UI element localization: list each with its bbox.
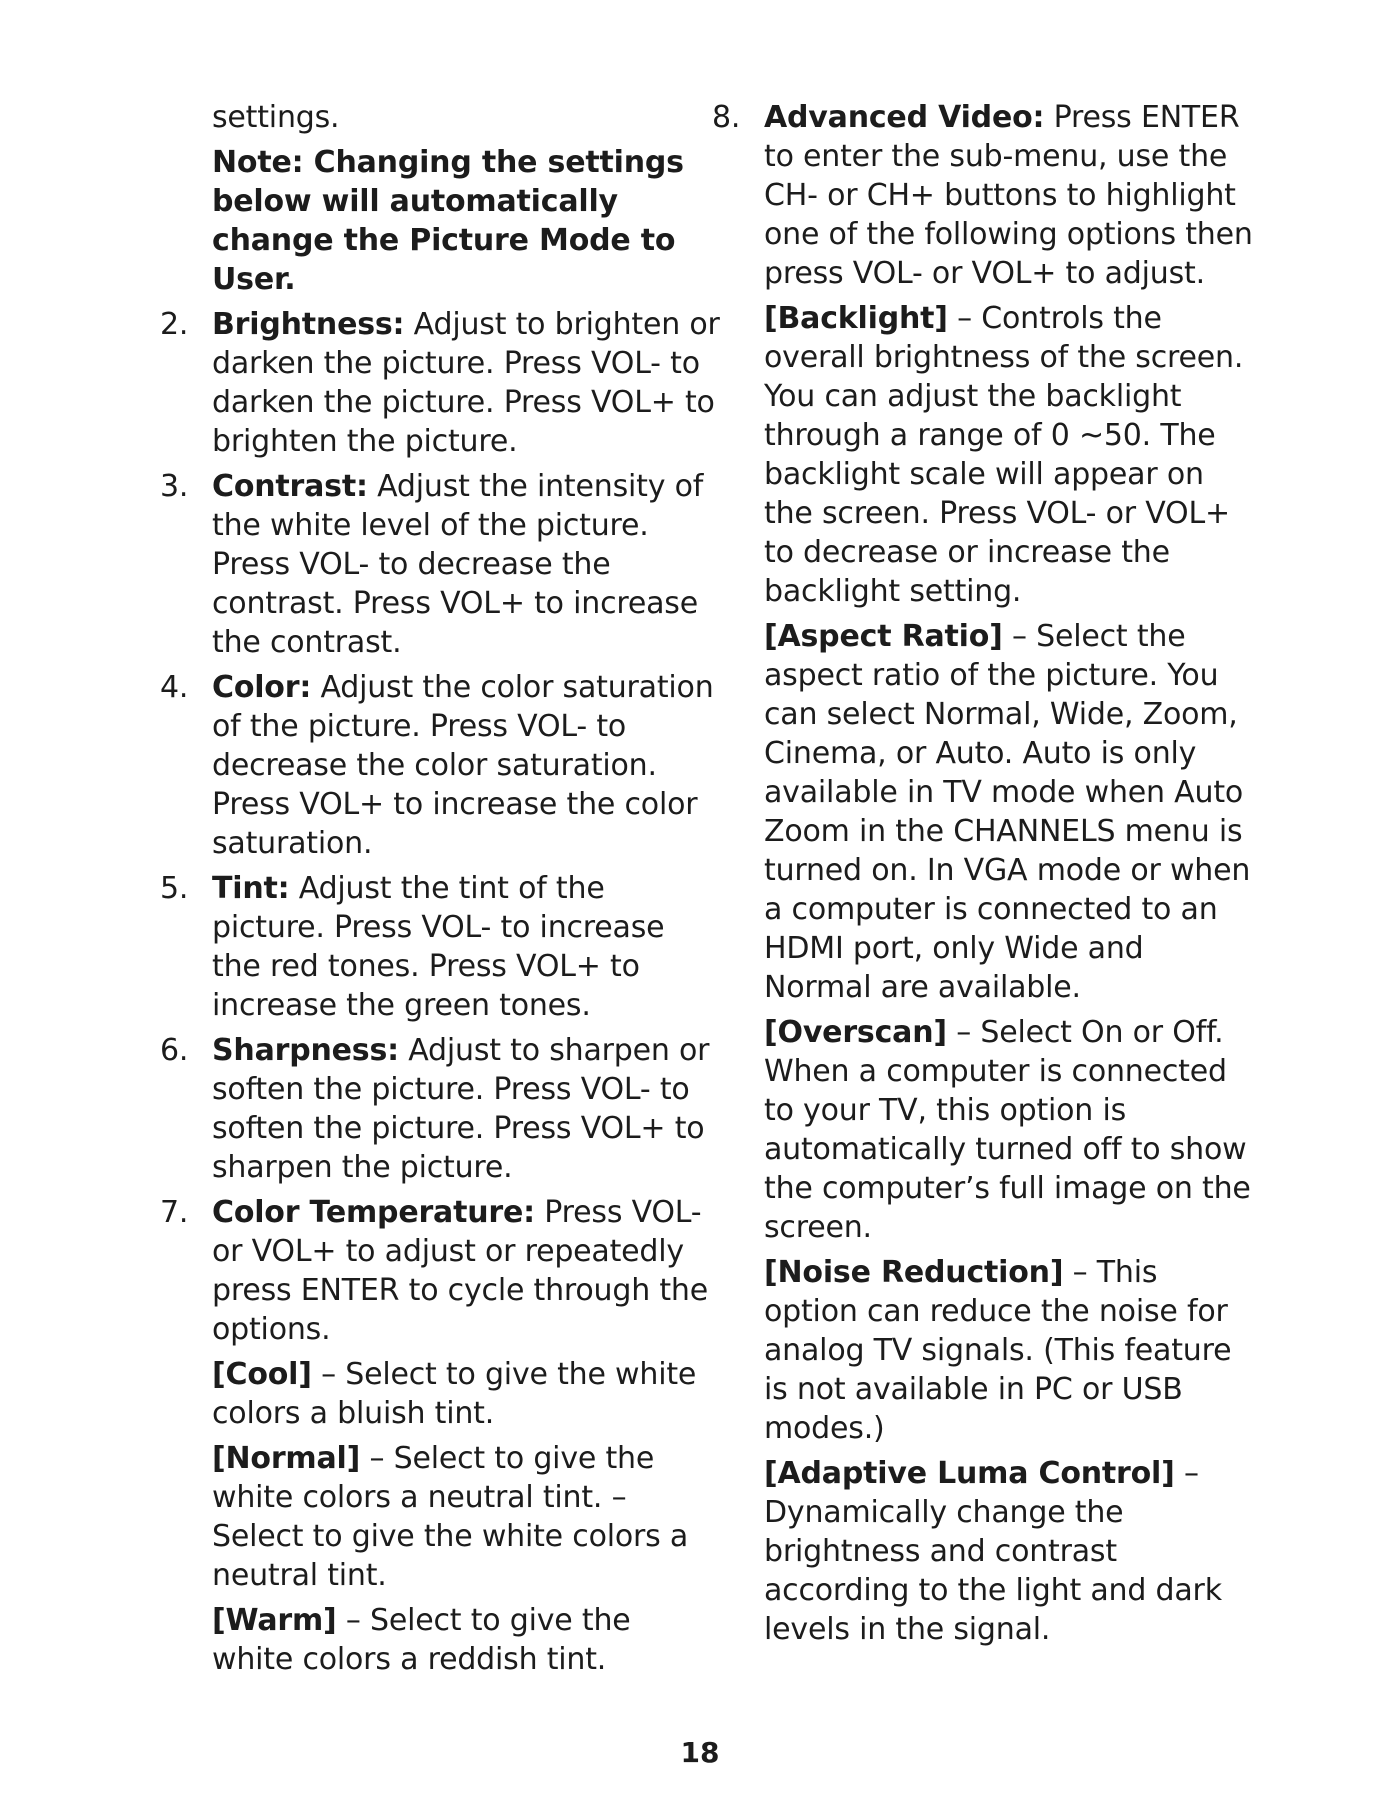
option-text: – Select to give the white colors a neutral tint. – Select to give the white colors a neutral tint.	[212, 1441, 689, 1593]
page-number: 18	[680, 1736, 720, 1769]
list-item	[160, 1031, 720, 1187]
list-item	[160, 467, 720, 662]
item-text: Adjust the color saturation of the picture. Press VOL- to decrease the color saturation. Press VOL+ to increase the color saturation.	[212, 670, 714, 861]
option-term: [Cool]	[212, 1357, 312, 1392]
item-text: Press ENTER to enter the sub-menu, use the CH- or CH+ buttons to highlight one of the following options then press VOL- or VOL+ to adjust.	[764, 100, 1253, 291]
item-number: 4.	[160, 670, 189, 705]
list-item	[712, 98, 1260, 293]
item-text: Adjust the tint of the picture. Press VOL- to increase the red tones. Press VOL+ to increase the green tones.	[212, 871, 665, 1023]
option-cool	[212, 1355, 720, 1433]
item-term: Sharpness:	[212, 1033, 399, 1068]
option-warm	[212, 1601, 720, 1679]
option-text: – Select to give the white colors a bluish tint.	[212, 1357, 697, 1431]
item-term: Contrast:	[212, 469, 368, 504]
list-item	[160, 869, 720, 1025]
option-noise-reduction	[764, 1253, 1260, 1448]
list-item	[160, 1193, 720, 1349]
option-term: [Warm]	[212, 1603, 337, 1638]
option-term: [Backlight]	[764, 301, 948, 336]
intro-text: settings.	[212, 100, 340, 135]
left-column	[160, 98, 720, 1685]
option-overscan	[764, 1013, 1260, 1247]
note-text: Note: Changing the settings below will automatically change the Picture Mode to User.	[212, 145, 684, 297]
option-text: – Select the aspect ratio of the picture. You can select Normal, Wide, Zoom, Cinema, or Auto. Auto is only available in TV mode when Auto Zoom in the CHANNELS menu is turned on. In VGA mode or when a computer is connected to an HDMI port, only Wide and Normal are available.	[764, 619, 1251, 1005]
item-number: 7.	[160, 1195, 189, 1230]
item-number: 2.	[160, 307, 189, 342]
item-text: Adjust the intensity of the white level of the picture. Press VOL- to decrease the contrast. Press VOL+ to increase the contrast.	[212, 469, 704, 660]
item-number: 6.	[160, 1033, 189, 1068]
option-text: – This option can reduce the noise for analog TV signals. (This feature is not available in PC or USB modes.)	[764, 1255, 1232, 1446]
item-number: 3.	[160, 469, 189, 504]
option-aspect-ratio	[764, 617, 1260, 1007]
item-term: Tint:	[212, 871, 290, 906]
item-text: Press VOL- or VOL+ to adjust or repeatedly press ENTER to cycle through the options.	[212, 1195, 708, 1347]
option-term: [Overscan]	[764, 1015, 947, 1050]
item-term: Brightness:	[212, 307, 405, 342]
option-term: [Noise Reduction]	[764, 1255, 1064, 1290]
item-text: Adjust to sharpen or soften the picture. Press VOL- to soften the picture. Press VOL+ to sharpen the picture.	[212, 1033, 710, 1185]
option-term: [Aspect Ratio]	[764, 619, 1003, 654]
option-text: – Dynamically change the brightness and contrast according to the light and dark levels in the signal.	[764, 1456, 1222, 1647]
item-number: 5.	[160, 871, 189, 906]
item-text: Adjust to brighten or darken the picture. Press VOL- to darken the picture. Press VOL+ to brighten the picture.	[212, 307, 720, 459]
list-item	[160, 668, 720, 863]
list-item	[160, 305, 720, 461]
item-number: 8.	[712, 100, 741, 135]
item-term: Color:	[212, 670, 312, 705]
item-term: Advanced Video:	[764, 100, 1045, 135]
option-backlight	[764, 299, 1260, 611]
item-term: Color Temperature:	[212, 1195, 535, 1230]
option-term: [Adaptive Luma Control]	[764, 1456, 1175, 1491]
option-normal	[212, 1439, 720, 1595]
option-text: – Select to give the white colors a reddish tint.	[212, 1603, 631, 1677]
option-text: – Select On or Off. When a computer is connected to your TV, this option is automatically turned off to show the computer’s full image on the screen.	[764, 1015, 1251, 1245]
option-adaptive-luma-control	[764, 1454, 1260, 1649]
right-column	[712, 98, 1260, 1655]
option-term: [Normal]	[212, 1441, 361, 1476]
option-text: – Controls the overall brightness of the screen. You can adjust the backlight through a range of 0 ~50. The backlight scale will appear on the screen. Press VOL- or VOL+ to decrease or increase the backlight setting.	[764, 301, 1244, 609]
